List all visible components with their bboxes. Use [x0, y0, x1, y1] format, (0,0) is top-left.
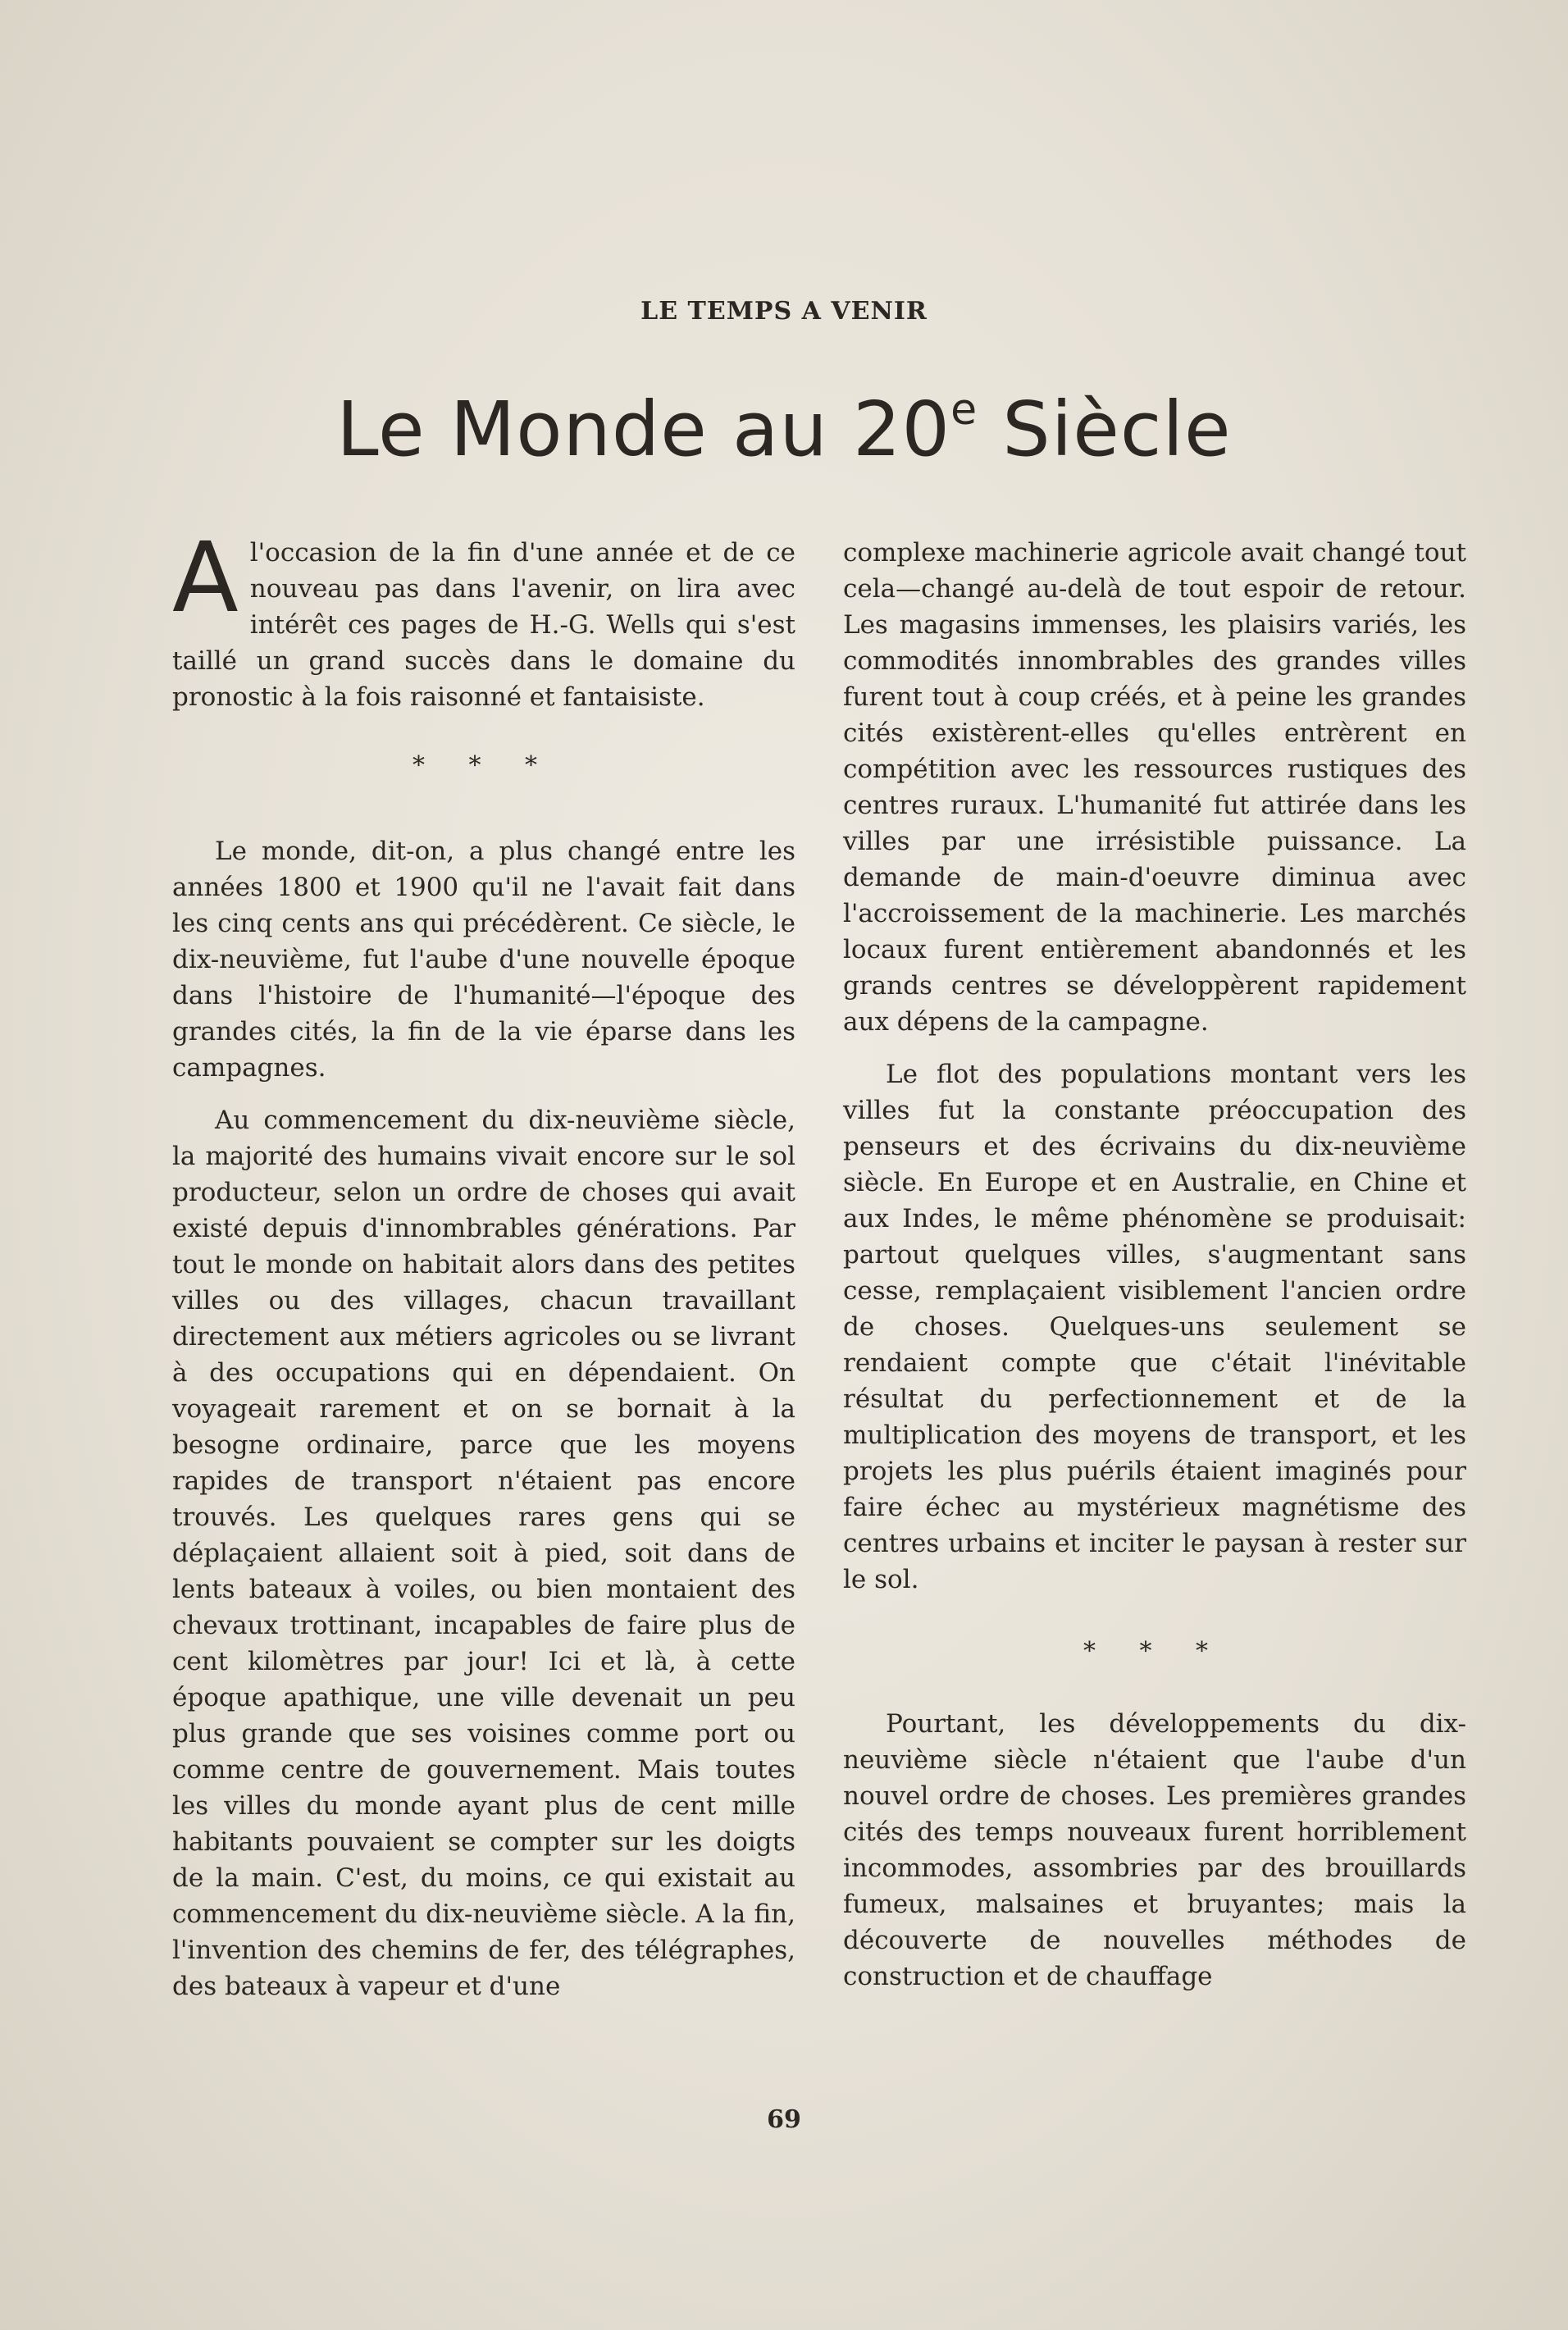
body-paragraph-continued: complexe machinerie agricole avait changé tout cela—changé au-delà de tout espoir de retour. Les magasins immenses, les plaisirs variés, les commodités innombrables des grandes villes furent tout à coup créés, et à peine les grandes cités existèrent-elles qu'elles entrèrent en compétition avec les ressources rustiques des centres ruraux. L'humanité fut attirée dans les villes par une irrésistible puissance. La demande de main-d'oeuvre diminua avec l'accroissement de la machinerie. Les marchés locaux furent entièrement abandonnés et les grands centres se développèrent rapidement aux dépens de la campagne.	[843, 538, 1466, 1037]
title-end: Siècle	[978, 385, 1232, 473]
title-superscript: e	[950, 385, 978, 435]
intro-paragraph	[172, 521, 795, 715]
article-title	[0, 385, 1568, 473]
section-separator: * * *	[412, 751, 556, 780]
section-separator: * * *	[1083, 1637, 1227, 1666]
body-paragraph: Au commencement du dix-neuvième siècle, la majorité des humains vivait encore sur le sol producteur, selon un ordre de choses qui avait existé depuis d'innombrables générations. Par tout le monde on habitait alors dans des petites villes ou des villages, chacun travaillant directement aux métiers agricoles ou se livrant à des occupations qui en dépendaient. On voyageait rarement et on se bornait à la besogne ordinaire, parce que les moyens rapides de transport n'étaient pas encore trouvés. Les quelques rares gens qui se déplaçaient allaient soit à pied, soit dans de lents bateaux à voiles, ou bien montaient des chevaux trottinant, incapables de faire plus de cent kilomètres par jour! Ici et là, à cette époque apathique, une ville devenait un peu plus grande que ses voisines comme port ou comme centre de gouvernement. Mais toutes les villes du monde ayant plus de cent mille habitants pouvaient se compter sur les doigts de la main. C'est, du moins, ce qui existait au commencement du dix-neuvième siècle. A la fin, l'invention des chemins de fer, des télégraphes, des bateaux à vapeur et d'une	[172, 1106, 795, 2001]
left-column	[172, 521, 795, 2021]
body-paragraph: Le flot des populations montant vers les villes fut la constante préoccupation des penseurs et des écrivains du dix-neuvième siècle. En Europe et en Australie, en Chine et aux Indes, le même phénomène se produisait: partout quelques villes, s'augmentant sans cesse, remplaçaient visiblement l'ancien ordre de choses. Quelques-uns seulement se rendaient compte que c'était l'inévitable résultat du perfectionnement et de la multiplication des moyens de transport, et les projets les plus puérils étaient imaginés pour faire échec au mystérieux magnétisme des centres urbains et inciter le paysan à rester sur le sol.	[843, 1060, 1466, 1594]
intro-text: l'occasion de la fin d'une année et de ce nouveau pas dans l'avenir, on lira avec intérêt ces pages de H.-G. Wells qui s'est taillé un grand succès dans le domaine du pronostic à la fois raisonné et fantaisiste.	[172, 538, 795, 712]
body-paragraph: Le monde, dit-on, a plus changé entre les années 1800 et 1900 qu'il ne l'avait fait dans les cinq cents ans qui précédèrent. Ce siècle, le dix-neuvième, fut l'aube d'une nouvelle époque dans l'histoire de l'humanité—l'époque des grandes cités, la fin de la vie éparse dans les campagnes.	[172, 837, 795, 1083]
title-main: Le Monde au 20	[336, 385, 951, 473]
body-paragraph: Pourtant, les développements du dix-neuvième siècle n'étaient que l'aube d'un nouvel ordre de choses. Les premières grandes cités des temps nouveaux furent horriblement incommodes, assombries par des brouillards fumeux, malsaines et bruyantes; mais la découverte de nouvelles méthodes de construction et de chauffage	[843, 1709, 1466, 1991]
section-label: LE TEMPS A VENIR	[640, 297, 928, 326]
right-column	[843, 535, 1466, 2011]
page-number: 69	[767, 2105, 801, 2134]
drop-cap: A	[172, 521, 239, 634]
